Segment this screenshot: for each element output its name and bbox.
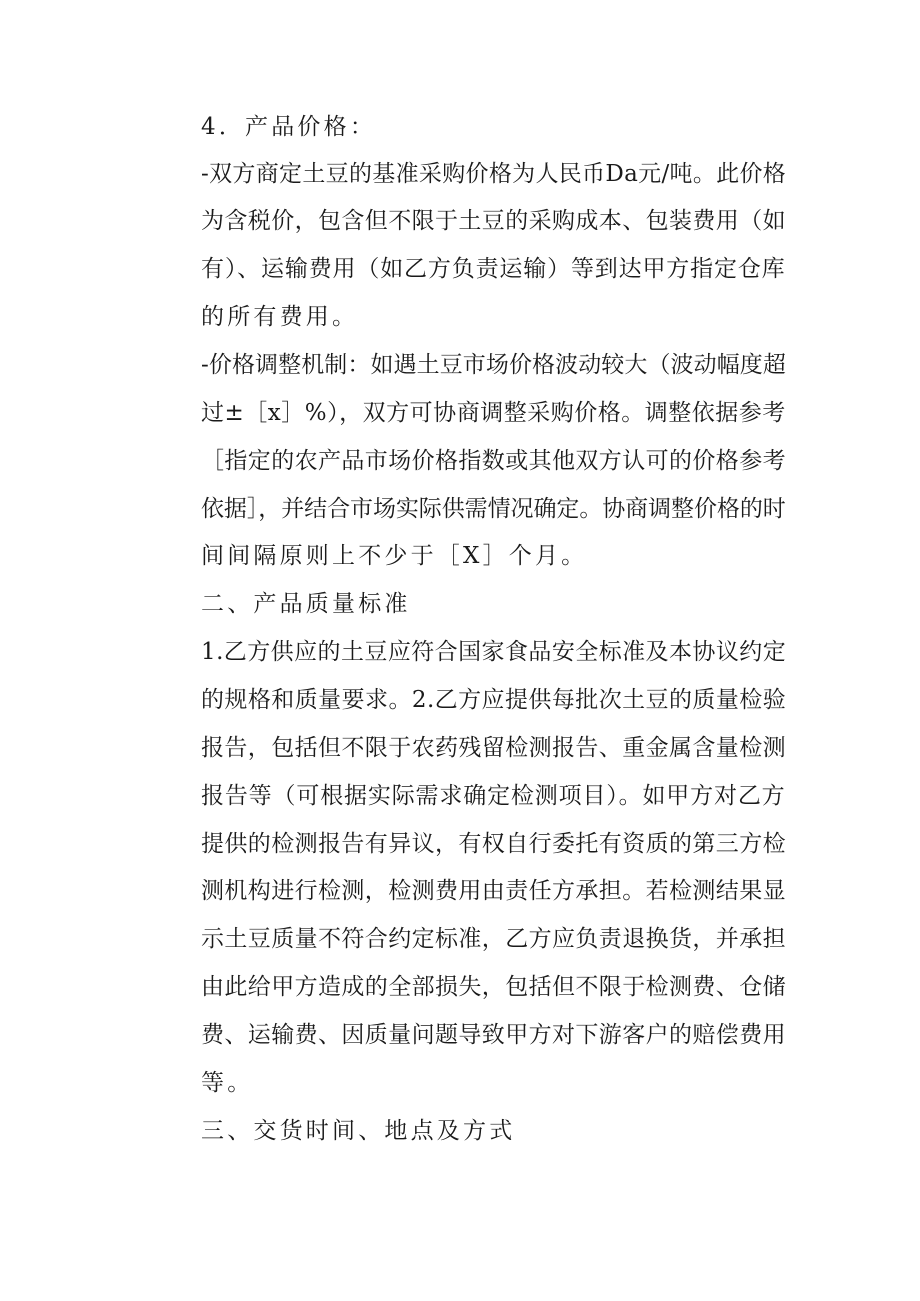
section-heading-delivery: 三、交货时间、地点及方式 <box>201 1118 516 1144</box>
paragraph-line: 有）、运输费用（如乙方负责运输）等到达甲方指定仓库 <box>201 256 786 282</box>
paragraph-line: 费、运输费、因质量问题导致甲方对下游客户的赔偿费用 <box>201 1022 786 1048</box>
paragraph-line: 测机构进行检测，检测费用由责任方承担。若检测结果显 <box>201 878 786 904</box>
paragraph-line: 依据］，并结合市场实际供需情况确定。协商调整价格的时 <box>201 496 786 522</box>
price-heading: 4．产品价格： <box>201 114 377 140</box>
paragraph-line: -价格调整机制：如遇土豆市场价格波动较大（波动幅度超 <box>201 352 786 378</box>
section-heading-quality: 二、产品质量标准 <box>201 591 411 617</box>
paragraph-line: 由此给甲方造成的全部损失，包括但不限于检测费、仓储 <box>201 974 786 1000</box>
paragraph-line: -双方商定土豆的基准采购价格为人民币Da元/吨。此价格 <box>201 161 787 187</box>
paragraph-line: 间间隔原则上不少于［X］个月。 <box>201 543 588 569</box>
paragraph-line: 为含税价，包含但不限于土豆的采购成本、包装费用（如 <box>201 208 786 234</box>
paragraph-line: 报告等（可根据实际需求确定检测项目）。如甲方对乙方 <box>201 783 786 809</box>
paragraph-line: ［指定的农产品市场价格指数或其他双方认可的价格参考 <box>201 448 786 474</box>
paragraph-line: 示土豆质量不符合约定标准，乙方应负责退换货，并承担 <box>201 926 786 952</box>
paragraph-line: 1.乙方供应的土豆应符合国家食品安全标准及本协议约定 <box>201 639 787 665</box>
paragraph-line: 的所有费用。 <box>201 304 359 330</box>
paragraph-line: 的规格和质量要求。2.乙方应提供每批次土豆的质量检验 <box>201 687 787 713</box>
paragraph-line: 过±［x］%），双方可协商调整采购价格。调整依据参考 <box>201 400 786 426</box>
paragraph-line: 报告，包括但不限于农药残留检测报告、重金属含量检测 <box>201 735 786 761</box>
paragraph-line: 提供的检测报告有异议，有权自行委托有资质的第三方检 <box>201 831 786 857</box>
paragraph-line: 等。 <box>201 1070 254 1096</box>
